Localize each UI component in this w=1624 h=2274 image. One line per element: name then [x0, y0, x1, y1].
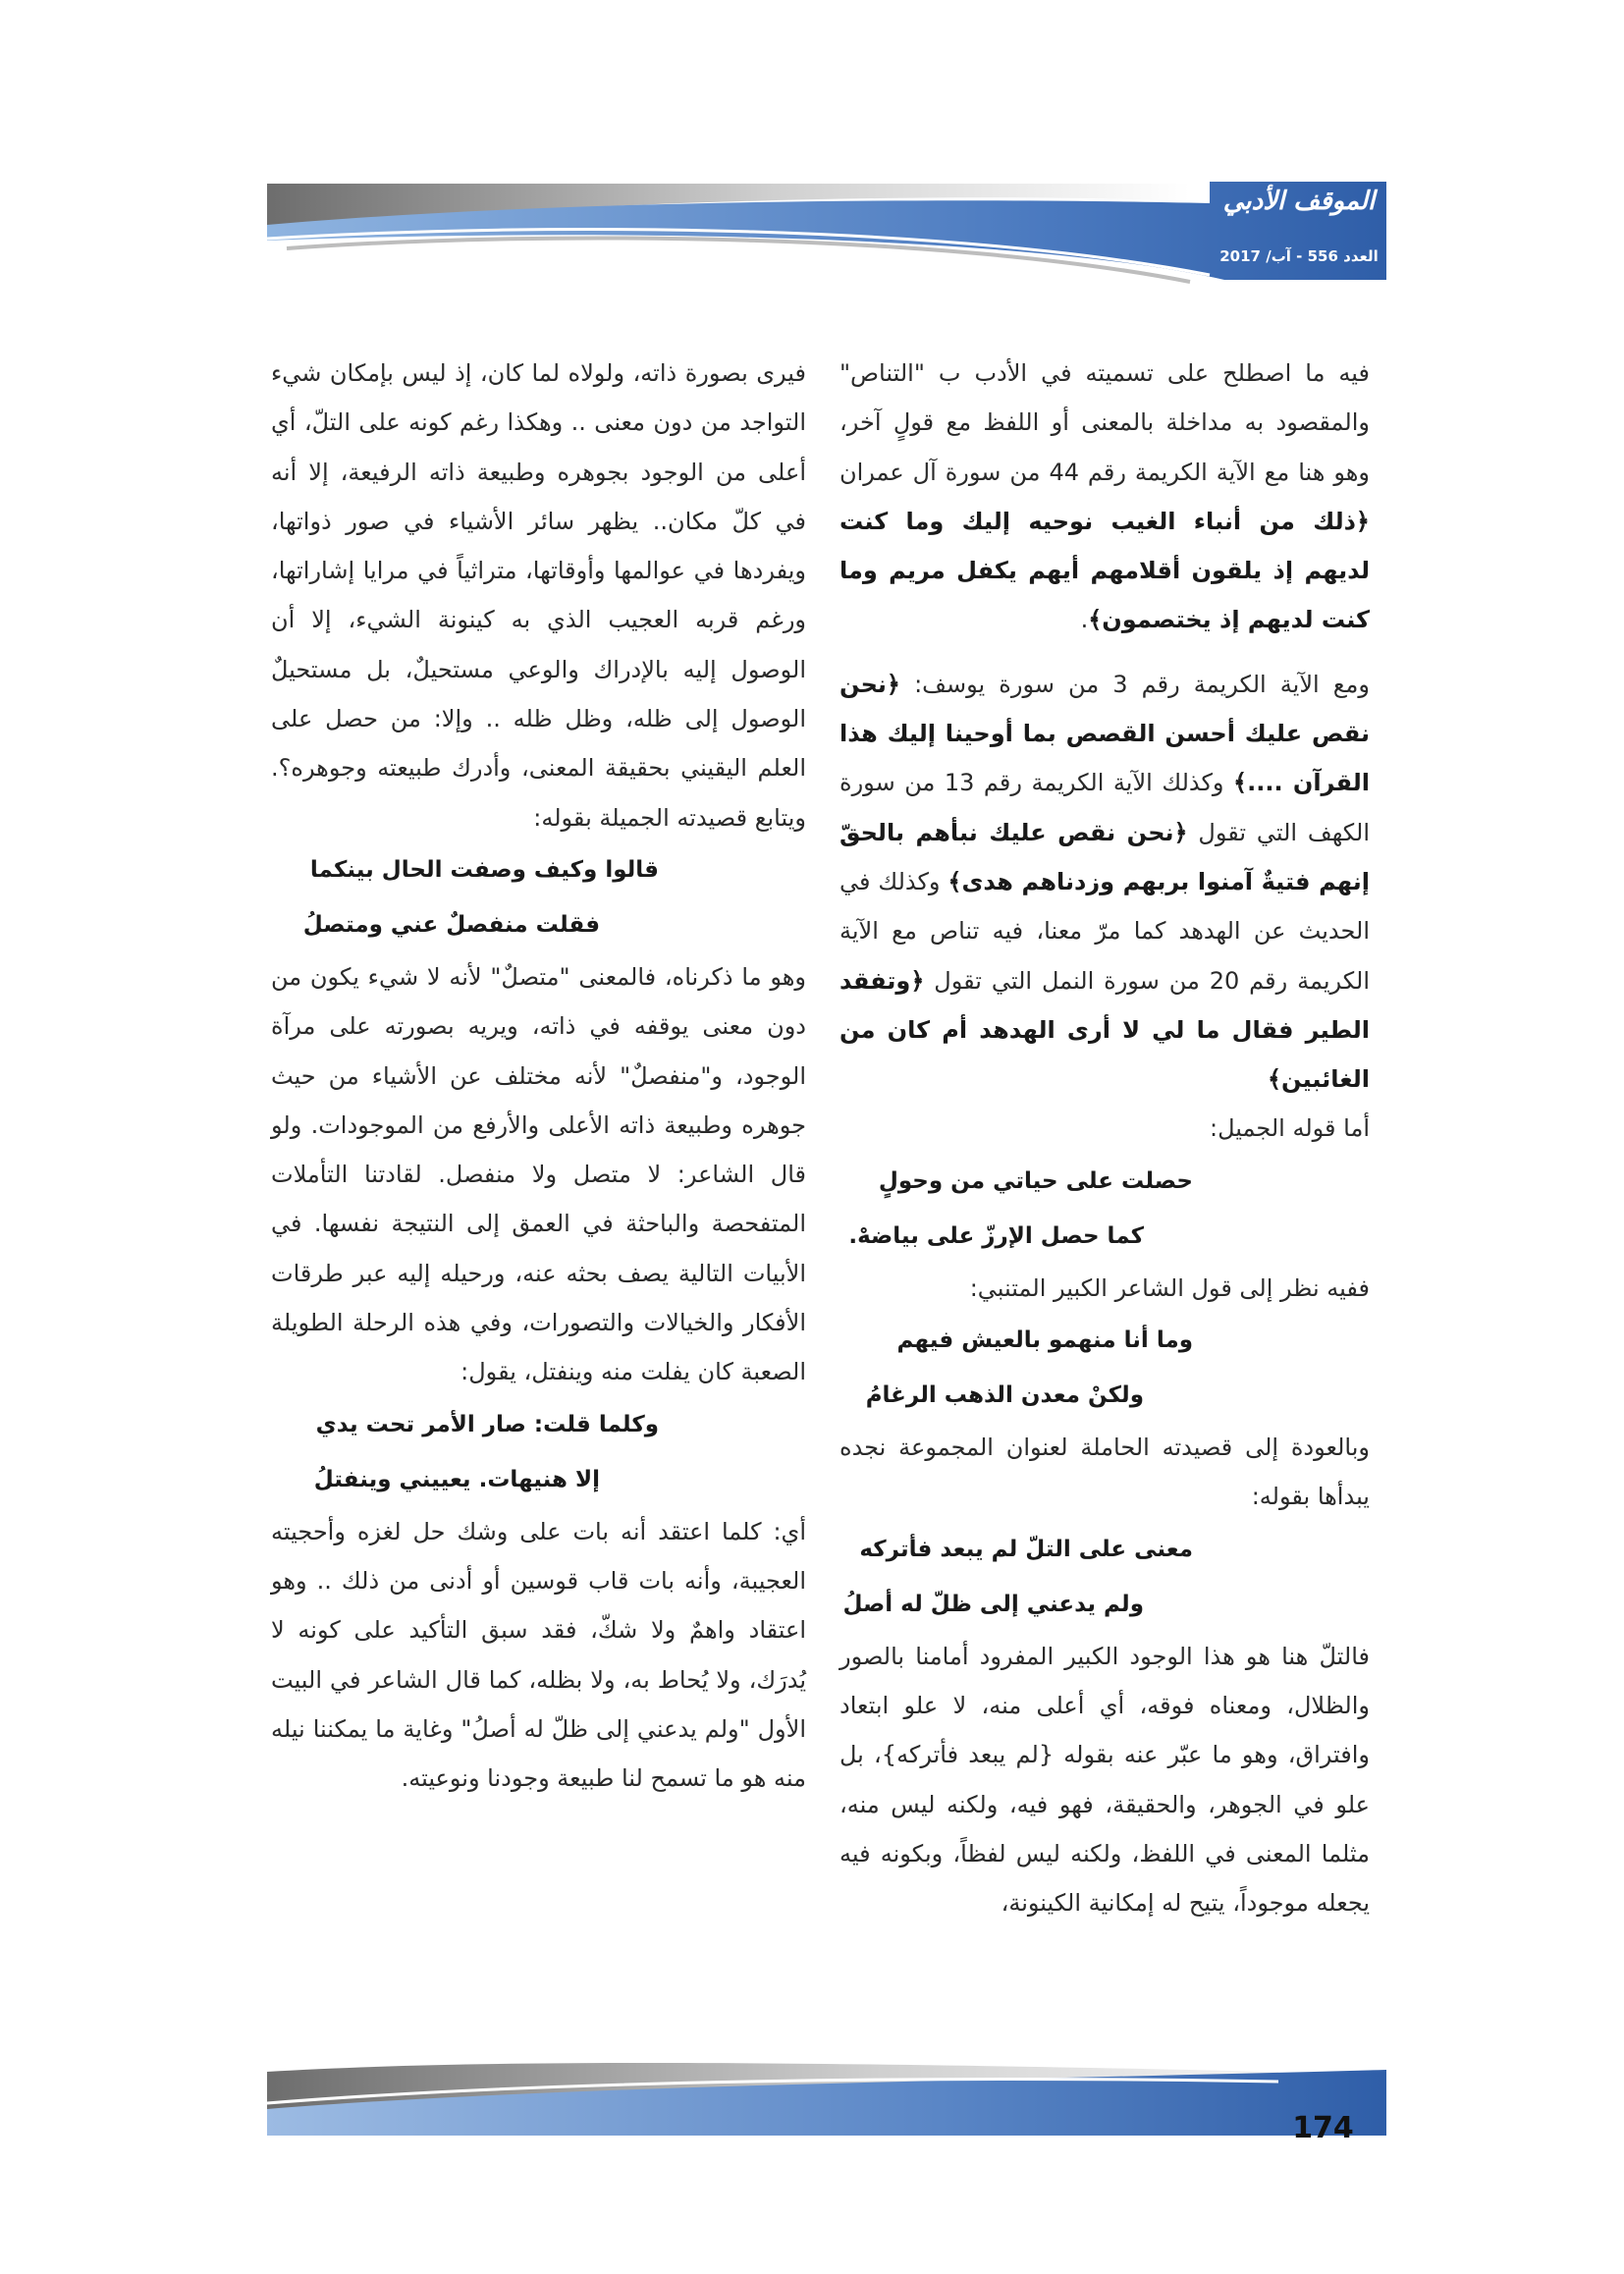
- verse-line: قالوا وكيف وصفت الحال بينكما: [309, 856, 659, 883]
- quran-quote: ﴿وتفقد الطير فقال ما لي لا أرى الهدهد أم كان من الغائبين﴾: [839, 966, 1370, 1094]
- paragraph: ففيه نظر إلى قول الشاعر الكبير المتنبي:: [969, 1273, 1370, 1302]
- quran-quote: ﴿ذلك من أنباء الغيب نوحيه إليك وما كنت لديهم إذ يلقون أقلامهم أيهم يكفل مريم وما كنت لديهم إذ يختصمون﴾: [839, 507, 1370, 634]
- verse-line: كما حصل الإرزّ على بياضهْ.: [848, 1222, 1144, 1249]
- verse-line: حصلت على حياتي من وحولٍ: [878, 1167, 1193, 1194]
- verse-line: إلا هنيهات. يعييني وينفتلُ: [313, 1466, 600, 1492]
- verse-line: فقلت منفصلٌ عني ومتصلُ: [302, 911, 600, 938]
- paragraph: أما قوله الجميل:: [1210, 1114, 1370, 1143]
- verse-line: معنى على التلّ لم يبعد فأتركه: [859, 1536, 1193, 1562]
- paragraph: ومع الآية الكريمة رقم 3 من سورة يوسف: ﴿نحن نقص عليك أحسن القصص بما أوحينا إليك هذا القرآن ....﴾ وكذلك الآية الكريمة رقم 13 من سورة الكهف التي تقول ﴿نحن نقص عليك نبأهم بالحقّ إنهم فتيةٌ آمنوا بربهم وزدناهم هدى﴾ وكذلك في الحديث عن الهدهد كما مرّ معنا، فيه تناص مع الآية الكريمة رقم 20 من سورة النمل التي تقول ﴿وتفقد الطير فقال ما لي لا أرى الهدهد أم كان من الغائبين﴾: [839, 670, 1370, 1094]
- paragraph: فالتلّ هنا هو هذا الوجود الكبير المفرود أمامنا بالصور والظلال، ومعناه فوقه، أي أعلى منه، لا علو ابتعاد وافتراق، وهو ما عبّر عنه بقوله {لم يبعد فأتركه}، بل علو في الجوهر، والحقيقة، فهو فيه، ولكنه ليس منه، مثلما المعنى في اللفظ، ولكنه ليس لفظاً، وبكونه فيه يجعله موجوداً، يتيح له إمكانية الكينونة،: [839, 1642, 1370, 1918]
- paragraph: فيرى بصورة ذاته، ولولاه لما كان، إذ ليس بإمكان شيء التواجد من دون معنى .. وهكذا رغم كونه على التلّ، أي أعلى من الوجود بجوهره وطبيعة ذاته الرفيعة، إلا أنه في كلّ مكان.. يظهر سائر الأشياء في صور ذواتها، ويفردها في عوالمها وأوقاتها، متراثياً في مرايا إشاراتها، ورغم قربه العجيب الذي به كينونة الشيء، إلا أن الوصول إليه بالإدراك والوعي مستحيلٌ، بل مستحيلٌ الوصول إلى ظله، وظل ظله .. وإلا: من حصل على العلم اليقيني بحقيقة المعنى، وأدرك طبيعته وجوهره؟. ويتابع قصيدته الجميلة بقوله:: [271, 359, 806, 832]
- quran-quote: ﴿نحن نقص عليك نبأهم بالحقّ إنهم فتيةٌ آمنوا بربهم وزدناهم هدى﴾: [839, 818, 1370, 895]
- verse-line: ولم يدعني إلى ظلّ له أصلُ: [842, 1591, 1144, 1617]
- paragraph: وبالعودة إلى قصيدته الحاملة لعنوان المجموعة نجده يبدأها بقوله:: [839, 1434, 1370, 1511]
- left-column: [271, 349, 806, 1803]
- verse-line: وكلما قلت: صار الأمر تحت يدي: [315, 1411, 659, 1437]
- paragraph: فيه ما اصطلح على تسميته في الأدب ب "التناص" والمقصود به مداخلة بالمعنى أو اللفظ مع قولٍ آخر، وهو هنا مع الآية الكريمة رقم 44 من سورة آل عمران ﴿ذلك من أنباء الغيب نوحيه إليك وما كنت لديهم إذ يلقون أقلامهم أيهم يكفل مريم وما كنت لديهم إذ يختصمون﴾.: [839, 359, 1370, 634]
- right-column: [839, 349, 1370, 1927]
- footer-banner: [267, 2042, 1386, 2136]
- verse-line: وما أنا منهمو بالعيش فيهم: [896, 1327, 1193, 1354]
- quran-quote: ﴿نحن نقص عليك أحسن القصص بما أوحينا إليك هذا القرآن ....﴾: [839, 670, 1370, 797]
- verse-line: ولكنْ معدن الذهب الرغامُ: [865, 1382, 1144, 1409]
- issue-info: العدد 556 - آب/ 2017: [1219, 247, 1379, 265]
- paragraph: أي: كلما اعتقد أنه بات على وشك حل لغزه وأحجيته العجيبة، وأنه بات قاب قوسين أو أدنى من ذلك .. وهو اعتقاد واهمٌ ولا شكّ، فقد سبق التأكيد على كونه لا يُدرَك، ولا يُحاط به، ولا بظله، كما قال الشاعر في البيت الأول "ولم يدعني إلى ظلّ له أصلُ" وغاية ما يمكننا نيله منه هو ما تسمح لنا طبيعة وجودنا ونوعيته.: [271, 1517, 806, 1793]
- page-number: 174: [1292, 2111, 1354, 2145]
- paragraph: وهو ما ذكرناه، فالمعنى "متصلٌ" لأنه لا شيء يكون من دون معنى يوقفه في ذاته، ويريه بصورته على مرآة الوجود، و"منفصلٌ" لأنه مختلف عن الأشياء من حيث جوهره وطبيعة ذاته الأعلى والأرفع من الموجودات. ولو قال الشاعر: لا متصل ولا منفصل. لقادتنا التأملات المتفحصة والباحثة في العمق إلى النتيجة نفسها. في الأبيات التالية يصف بحثه عنه، ورحيله إليه عبر طرقات الأفكار والخيالات والتصورات، وفي هذه الرحلة الطويلة الصعبة كان يفلت منه وينفتل، يقول:: [271, 962, 806, 1386]
- magazine-logo: الموقف الأدبي: [1222, 187, 1376, 216]
